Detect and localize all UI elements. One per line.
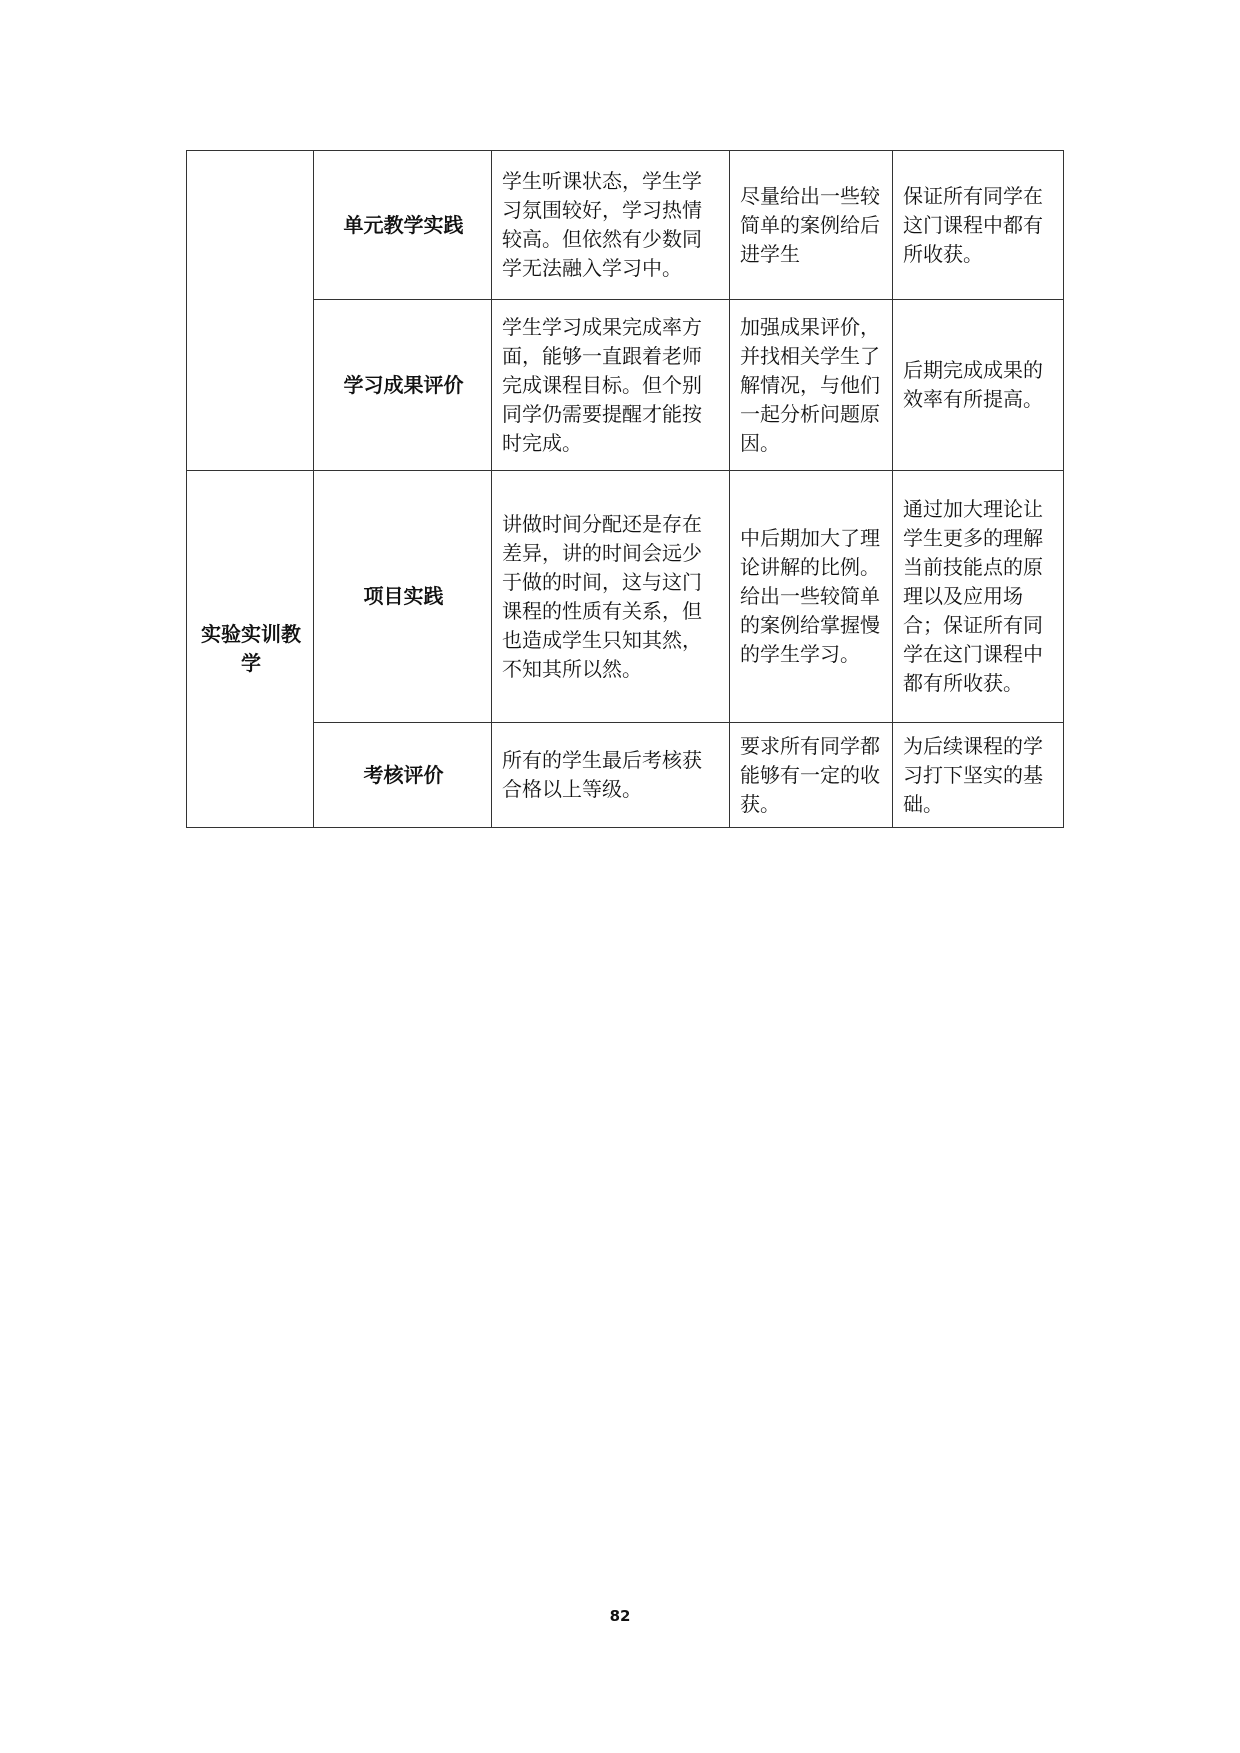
situation-cell: 学生学习成果完成率方面，能够一直跟着老师完成课程目标。但个别同学仍需要提醒才能按时完成。 [492,300,730,471]
item-cell: 考核评价 [314,723,492,828]
measure-cell: 加强成果评价，并找相关学生了解情况，与他们一起分析问题原因。 [730,300,893,471]
effect-cell: 为后续课程的学习打下坚实的基础。 [893,723,1064,828]
page-number: 82 [609,1607,631,1625]
measure-cell: 中后期加大了理论讲解的比例。给出一些较简单的案例给掌握慢的学生学习。 [730,471,893,723]
category-cell [187,151,314,471]
situation-cell: 讲做时间分配还是存在差异，讲的时间会远少于做的时间，这与这门课程的性质有关系，但也造成学生只知其然，不知其所以然。 [492,471,730,723]
effect-cell: 通过加大理论让学生更多的理解当前技能点的原理以及应用场合；保证所有同学在这门课程中都有所收获。 [893,471,1064,723]
table-row [187,151,1064,300]
item-cell: 学习成果评价 [314,300,492,471]
table-row [187,300,1064,471]
table-row [187,723,1064,828]
measure-cell: 要求所有同学都能够有一定的收获。 [730,723,893,828]
evaluation-table [186,150,1064,828]
situation-cell: 学生听课状态，学生学习氛围较好，学习热情较高。但依然有少数同学无法融入学习中。 [492,151,730,300]
item-cell: 单元教学实践 [314,151,492,300]
effect-cell: 保证所有同学在这门课程中都有所收获。 [893,151,1064,300]
measure-cell: 尽量给出一些较简单的案例给后进学生 [730,151,893,300]
situation-cell: 所有的学生最后考核获合格以上等级。 [492,723,730,828]
effect-cell: 后期完成成果的效率有所提高。 [893,300,1064,471]
category-cell: 实验实训教学 [187,471,314,828]
table-row [187,471,1064,723]
item-cell: 项目实践 [314,471,492,723]
